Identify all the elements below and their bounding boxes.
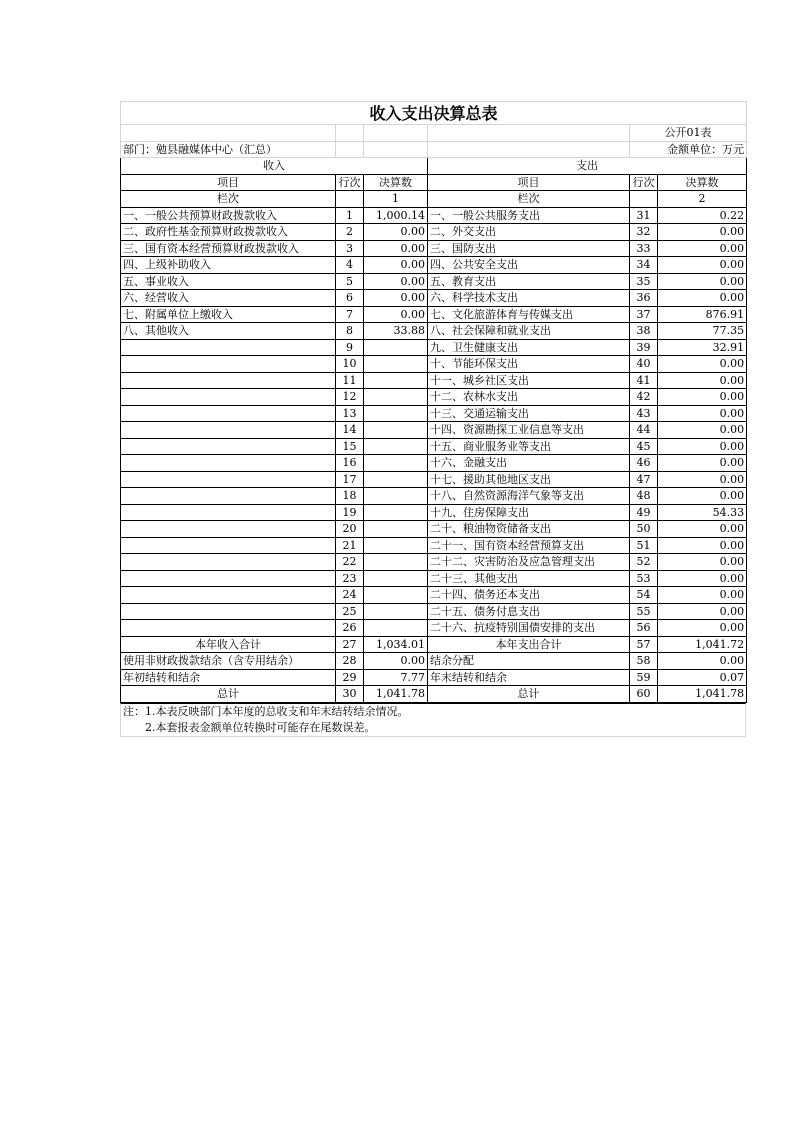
expense-total-amount: 0.00: [658, 653, 747, 670]
expense-amount: 0.00: [658, 455, 747, 472]
expense-line-no: 54: [630, 587, 658, 604]
income-item-header: 项目: [121, 174, 336, 191]
income-item: [121, 339, 336, 356]
expense-line-no: 53: [630, 570, 658, 587]
income-total-amount: 1,034.01: [364, 636, 428, 653]
expense-line-no: 38: [630, 323, 658, 340]
income-column-number: 1: [364, 191, 428, 208]
table-row: [121, 290, 747, 307]
expense-amount: 77.35: [658, 323, 747, 340]
expense-amount: 0.00: [658, 405, 747, 422]
expense-line-no: 58: [630, 653, 658, 670]
expense-total-item: 本年支出合计: [428, 636, 630, 653]
expense-item: 一、一般公共服务支出: [428, 207, 630, 224]
income-line-no: 6: [336, 290, 364, 307]
income-line-no: 11: [336, 372, 364, 389]
expense-item: 十四、资源勘探工业信息等支出: [428, 422, 630, 439]
income-amount: [364, 438, 428, 455]
table-row: [121, 504, 747, 521]
income-amount: 0.00: [364, 224, 428, 241]
income-total-item: 年初结转和结余: [121, 669, 336, 686]
unit-label: 金额单位：万元: [630, 141, 747, 158]
income-total-amount: 1,041.78: [364, 686, 428, 703]
note-2: 2.本套报表金额单位转换时可能存在尾数误差。: [145, 720, 376, 734]
expense-amount: 876.91: [658, 306, 747, 323]
expense-line-no: 59: [630, 669, 658, 686]
income-line-no: 2: [336, 224, 364, 241]
expense-item: 七、文化旅游体育与传媒支出: [428, 306, 630, 323]
income-item: 三、国有资本经营预算财政拨款收入: [121, 240, 336, 257]
expense-item: 二十三、其他支出: [428, 570, 630, 587]
total-row: [121, 669, 747, 686]
income-item: [121, 537, 336, 554]
expense-item: 十五、商业服务业等支出: [428, 438, 630, 455]
table-row: [121, 306, 747, 323]
expense-item: 二十一、国有资本经营预算支出: [428, 537, 630, 554]
expense-item: 十六、金融支出: [428, 455, 630, 472]
income-line-header: 行次: [336, 174, 364, 191]
income-line-no: 27: [336, 636, 364, 653]
expense-line-no: 47: [630, 471, 658, 488]
income-item: [121, 471, 336, 488]
form-code: 公开01表: [630, 125, 747, 142]
expense-line-no: 37: [630, 306, 658, 323]
expense-line-no: 56: [630, 620, 658, 637]
table-row: [121, 356, 747, 373]
income-item: [121, 603, 336, 620]
expense-amount: 0.00: [658, 554, 747, 571]
expense-line-no: 49: [630, 504, 658, 521]
income-line-no: 15: [336, 438, 364, 455]
income-item: 五、事业收入: [121, 273, 336, 290]
expense-item: 二、外交支出: [428, 224, 630, 241]
expense-line-no: 51: [630, 537, 658, 554]
income-amount: [364, 488, 428, 505]
expense-line-no: 52: [630, 554, 658, 571]
expense-line-no: 31: [630, 207, 658, 224]
income-line-no: 26: [336, 620, 364, 637]
expense-amount: 0.00: [658, 389, 747, 406]
income-line-no: 29: [336, 669, 364, 686]
expense-total-amount: 1,041.78: [658, 686, 747, 703]
income-amount: 0.00: [364, 257, 428, 274]
income-line-no: 25: [336, 603, 364, 620]
expense-item: 十九、住房保障支出: [428, 504, 630, 521]
table-row: [121, 323, 747, 340]
expense-item: 十、节能环保支出: [428, 356, 630, 373]
total-row: [121, 653, 747, 670]
income-amount: [364, 405, 428, 422]
income-item: [121, 389, 336, 406]
income-line-no: 9: [336, 339, 364, 356]
table-row: [121, 438, 747, 455]
table-row: [121, 488, 747, 505]
income-total-amount: 0.00: [364, 653, 428, 670]
expense-total-amount: 1,041.72: [658, 636, 747, 653]
expense-item: 二十、粮油物资储备支出: [428, 521, 630, 538]
income-amount: 0.00: [364, 290, 428, 307]
expense-line-no: 60: [630, 686, 658, 703]
income-amount: 1,000.14: [364, 207, 428, 224]
income-line-no: 7: [336, 306, 364, 323]
expense-line-no: 40: [630, 356, 658, 373]
income-line-no: 23: [336, 570, 364, 587]
table-row: [121, 603, 747, 620]
report-title: 收入支出决算总表: [121, 102, 747, 125]
income-item: 二、政府性基金预算财政拨款收入: [121, 224, 336, 241]
income-item: 七、附属单位上缴收入: [121, 306, 336, 323]
income-line-no: 22: [336, 554, 364, 571]
note-1: 注：1.本表反映部门本年度的总收支和年末结转结余情况。: [123, 704, 409, 718]
expense-total-item: 年末结转和结余: [428, 669, 630, 686]
income-item: [121, 587, 336, 604]
table-row: [121, 224, 747, 241]
expense-amount: 0.00: [658, 570, 747, 587]
table-row: [121, 537, 747, 554]
expense-line-no: 41: [630, 372, 658, 389]
expense-item: 二十五、债务付息支出: [428, 603, 630, 620]
income-amount: 33.88: [364, 323, 428, 340]
income-line-no: 13: [336, 405, 364, 422]
notes: [120, 703, 746, 737]
income-amount: 0.00: [364, 273, 428, 290]
expense-amount: 0.00: [658, 620, 747, 637]
income-amount: [364, 570, 428, 587]
income-amount: [364, 504, 428, 521]
expense-amount: 0.00: [658, 224, 747, 241]
expense-amount: 0.00: [658, 587, 747, 604]
income-item: 一、一般公共预算财政拨款收入: [121, 207, 336, 224]
table-row: [121, 455, 747, 472]
expense-amount: 0.00: [658, 603, 747, 620]
expense-item: 三、国防支出: [428, 240, 630, 257]
expense-amount-header: 决算数: [658, 174, 747, 191]
expense-column-index-label: 栏次: [428, 191, 630, 208]
table-row: [121, 521, 747, 538]
income-line-no: 28: [336, 653, 364, 670]
income-total-item: 总计: [121, 686, 336, 703]
expense-total-amount: 0.07: [658, 669, 747, 686]
income-line-no: 18: [336, 488, 364, 505]
expense-amount: 0.00: [658, 537, 747, 554]
expense-item: 十二、农林水支出: [428, 389, 630, 406]
income-line-no: 30: [336, 686, 364, 703]
income-amount: [364, 356, 428, 373]
income-amount: [364, 455, 428, 472]
income-item: 八、其他收入: [121, 323, 336, 340]
income-line-no: 1: [336, 207, 364, 224]
expense-item: 十三、交通运输支出: [428, 405, 630, 422]
expense-item-header: 项目: [428, 174, 630, 191]
expense-item: 十七、援助其他地区支出: [428, 471, 630, 488]
table-row: [121, 620, 747, 637]
expense-amount: 0.00: [658, 273, 747, 290]
expense-line-no: 55: [630, 603, 658, 620]
income-item: [121, 372, 336, 389]
income-item: [121, 356, 336, 373]
income-header: 收入: [121, 158, 428, 175]
table-row: [121, 207, 747, 224]
table-row: [121, 389, 747, 406]
income-item: [121, 438, 336, 455]
expense-header: 支出: [428, 158, 747, 175]
income-line-no: 17: [336, 471, 364, 488]
income-item: [121, 455, 336, 472]
income-amount-header: 决算数: [364, 174, 428, 191]
expense-amount: 32.91: [658, 339, 747, 356]
expense-item: 六、科学技术支出: [428, 290, 630, 307]
income-amount: [364, 537, 428, 554]
income-amount: [364, 587, 428, 604]
expense-item: 十八、自然资源海洋气象等支出: [428, 488, 630, 505]
expense-item: 二十二、灾害防治及应急管理支出: [428, 554, 630, 571]
expense-item: 二十四、债务还本支出: [428, 587, 630, 604]
income-total-item: 使用非财政拨款结余（含专用结余）: [121, 653, 336, 670]
expense-line-no: 50: [630, 521, 658, 538]
income-line-no: 4: [336, 257, 364, 274]
income-line-no: 5: [336, 273, 364, 290]
expense-amount: 0.22: [658, 207, 747, 224]
table-row: [121, 240, 747, 257]
expense-total-item: 总计: [428, 686, 630, 703]
expense-amount: 0.00: [658, 356, 747, 373]
department-label: 部门：勉县融媒体中心（汇总）: [121, 141, 336, 158]
table-row: [121, 372, 747, 389]
table-row: [121, 587, 747, 604]
expense-amount: 54.33: [658, 504, 747, 521]
expense-line-no: 32: [630, 224, 658, 241]
total-row: [121, 686, 747, 703]
income-line-no: 21: [336, 537, 364, 554]
income-amount: [364, 521, 428, 538]
expense-amount: 0.00: [658, 422, 747, 439]
table-row: [121, 554, 747, 571]
income-amount: 0.00: [364, 240, 428, 257]
expense-line-no: 36: [630, 290, 658, 307]
total-row: [121, 636, 747, 653]
income-item: 四、上级补助收入: [121, 257, 336, 274]
income-item: [121, 521, 336, 538]
income-amount: [364, 554, 428, 571]
table-row: [121, 405, 747, 422]
income-amount: [364, 422, 428, 439]
income-amount: [364, 389, 428, 406]
income-item: [121, 504, 336, 521]
expense-item: 九、卫生健康支出: [428, 339, 630, 356]
expense-line-no: 46: [630, 455, 658, 472]
report-sheet: [120, 101, 746, 737]
income-line-no: 19: [336, 504, 364, 521]
income-total-item: 本年收入合计: [121, 636, 336, 653]
expense-line-no: 48: [630, 488, 658, 505]
income-item: 六、经营收入: [121, 290, 336, 307]
income-line-no: 14: [336, 422, 364, 439]
income-amount: [364, 372, 428, 389]
income-total-amount: 7.77: [364, 669, 428, 686]
expense-column-number: 2: [658, 191, 747, 208]
expense-total-item: 结余分配: [428, 653, 630, 670]
expense-line-no: 43: [630, 405, 658, 422]
income-line-no: 12: [336, 389, 364, 406]
expense-amount: 0.00: [658, 290, 747, 307]
income-amount: [364, 603, 428, 620]
expense-item: 五、教育支出: [428, 273, 630, 290]
income-item: [121, 488, 336, 505]
table-row: [121, 339, 747, 356]
income-amount: [364, 471, 428, 488]
expense-line-no: 45: [630, 438, 658, 455]
income-line-no: 24: [336, 587, 364, 604]
income-item: [121, 554, 336, 571]
expense-line-no: 44: [630, 422, 658, 439]
expense-amount: 0.00: [658, 372, 747, 389]
expense-amount: 0.00: [658, 471, 747, 488]
expense-amount: 0.00: [658, 240, 747, 257]
expense-item: 十一、城乡社区支出: [428, 372, 630, 389]
expense-line-no: 42: [630, 389, 658, 406]
table-row: [121, 471, 747, 488]
expense-amount: 0.00: [658, 488, 747, 505]
summary-table: [120, 101, 747, 703]
income-column-index-label: 栏次: [121, 191, 336, 208]
expense-line-no: 34: [630, 257, 658, 274]
expense-item: 二十六、抗疫特别国债安排的支出: [428, 620, 630, 637]
expense-line-no: 35: [630, 273, 658, 290]
expense-item: 八、社会保障和就业支出: [428, 323, 630, 340]
income-amount: 0.00: [364, 306, 428, 323]
expense-item: 四、公共安全支出: [428, 257, 630, 274]
table-row: [121, 257, 747, 274]
expense-line-no: 57: [630, 636, 658, 653]
income-item: [121, 405, 336, 422]
income-amount: [364, 620, 428, 637]
expense-amount: 0.00: [658, 438, 747, 455]
income-line-no: 20: [336, 521, 364, 538]
expense-amount: 0.00: [658, 257, 747, 274]
table-row: [121, 273, 747, 290]
expense-line-no: 39: [630, 339, 658, 356]
table-row: [121, 422, 747, 439]
table-row: [121, 570, 747, 587]
expense-line-no: 33: [630, 240, 658, 257]
income-item: [121, 422, 336, 439]
income-item: [121, 620, 336, 637]
income-line-no: 8: [336, 323, 364, 340]
income-amount: [364, 339, 428, 356]
expense-amount: 0.00: [658, 521, 747, 538]
income-item: [121, 570, 336, 587]
income-line-no: 16: [336, 455, 364, 472]
expense-line-header: 行次: [630, 174, 658, 191]
income-line-no: 10: [336, 356, 364, 373]
income-line-no: 3: [336, 240, 364, 257]
